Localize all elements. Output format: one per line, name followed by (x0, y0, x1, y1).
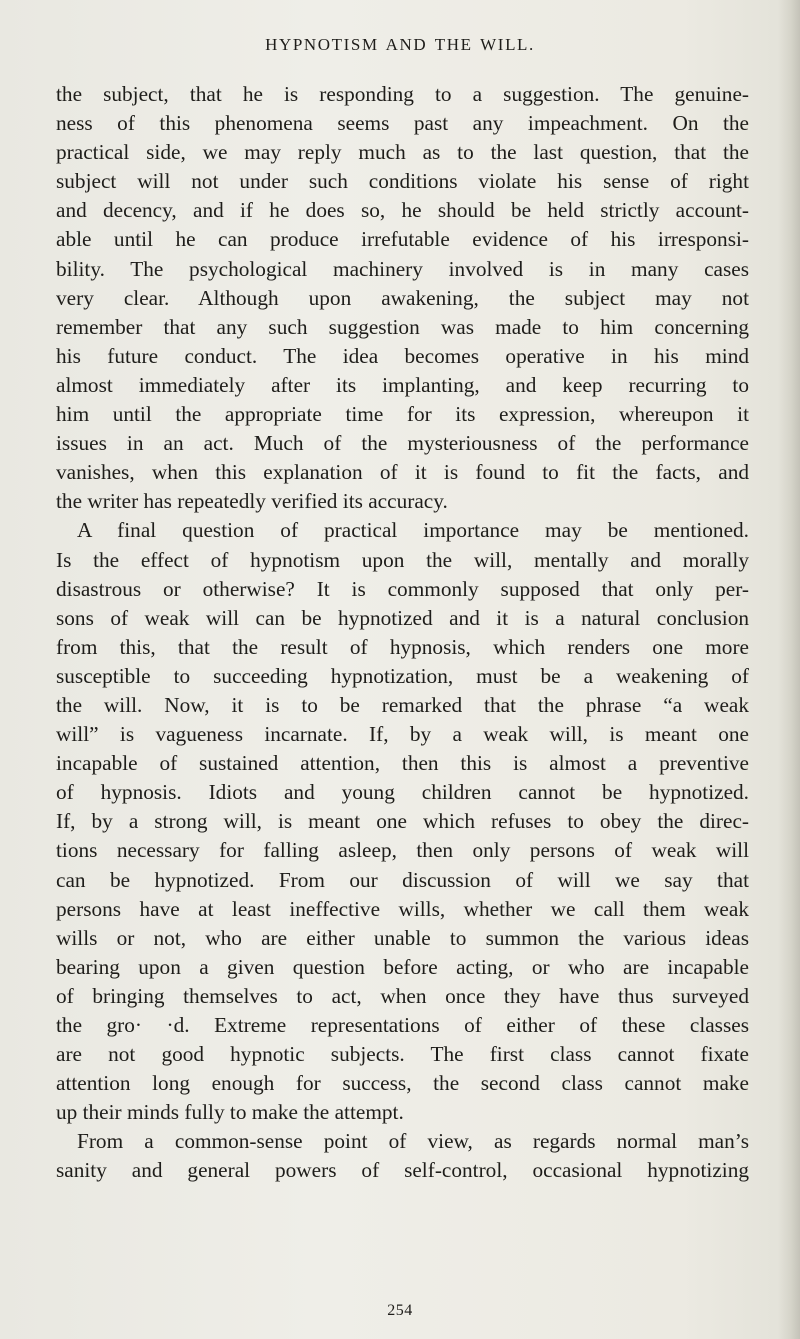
text-line: practical side, we may reply much as to the last question, that the (56, 140, 749, 165)
text-line: the will. Now, it is to be remarked that the phrase “a weak (56, 692, 749, 717)
paragraph-start-line: A final question of practical importance may be mentioned. (77, 518, 749, 543)
text-line: of hypnosis. Idiots and young children cannot be hypnotized. (56, 780, 749, 805)
text-line: of bringing themselves to act, when once they have thus surveyed (56, 983, 749, 1008)
paragraph-end-line: up their minds fully to make the attempt. (56, 1100, 404, 1125)
text-line: attention long enough for success, the second class cannot make (56, 1071, 749, 1096)
text-line: vanishes, when this explanation of it is found to fit the facts, and (56, 460, 749, 485)
text-line: incapable of sustained attention, then this is almost a preventive (56, 751, 749, 776)
paragraph-end-line: the writer has repeatedly verified its accuracy. (56, 489, 448, 514)
text-line: wills or not, who are either unable to summon the various ideas (56, 925, 749, 950)
text-line: tions necessary for falling asleep, then only persons of weak will (56, 838, 749, 863)
text-line: able until he can produce irrefutable evidence of his irresponsi- (56, 227, 749, 252)
text-line: his future conduct. The idea becomes operative in his mind (56, 343, 749, 368)
body-text (56, 80, 749, 1186)
text-line: sons of weak will can be hypnotized and it is a natural conclusion (56, 605, 749, 630)
text-line: persons have at least ineffective wills, whether we call them weak (56, 896, 749, 921)
text-line: subject will not under such conditions violate his sense of right (56, 169, 749, 194)
text-line: remember that any such suggestion was made to him concerning (56, 314, 749, 339)
text-line: bearing upon a given question before acting, or who are incapable (56, 954, 749, 979)
text-line: and decency, and if he does so, he should be held strictly account- (56, 198, 749, 223)
text-line: Is the effect of hypnotism upon the will, mentally and morally (56, 547, 749, 572)
running-head: HYPNOTISM AND THE WILL. (265, 35, 535, 54)
text-line: the subject, that he is responding to a suggestion. The genuine- (56, 82, 749, 106)
text-line: can be hypnotized. From our discussion of will we say that (56, 867, 749, 892)
text-line: sanity and general powers of self-control, occasional hypnotizing (56, 1158, 749, 1183)
paragraph-start-line: From a common-sense point of view, as regards normal man’s (77, 1129, 749, 1154)
text-line: bility. The psychological machinery involved is in many cases (56, 256, 749, 281)
text-line: disastrous or otherwise? It is commonly supposed that only per- (56, 576, 749, 601)
text-line: issues in an act. Much of the mysteriousness of the performance (56, 431, 749, 456)
page-edge-shadow (778, 0, 800, 1339)
text-line: If, by a strong will, is meant one which refuses to obey the direc- (56, 809, 749, 834)
text-line: very clear. Although upon awakening, the subject may not (56, 285, 749, 310)
text-line: him until the appropriate time for its expression, whereupon it (56, 402, 749, 427)
text-line: susceptible to succeeding hypnotization, must be a weakening of (56, 663, 749, 688)
page-number: 254 (387, 1302, 413, 1319)
text-line: are not good hypnotic subjects. The first class cannot fixate (56, 1042, 749, 1067)
text-line: from this, that the result of hypnosis, which renders one more (56, 634, 749, 659)
text-line: ness of this phenomena seems past any impeachment. On the (56, 111, 749, 136)
text-line: will” is vagueness incarnate. If, by a weak will, is meant one (56, 722, 749, 747)
text-line: almost immediately after its implanting, and keep recurring to (56, 372, 749, 397)
text-line: the gro· ·d. Extreme representations of either of these classes (56, 1013, 749, 1037)
